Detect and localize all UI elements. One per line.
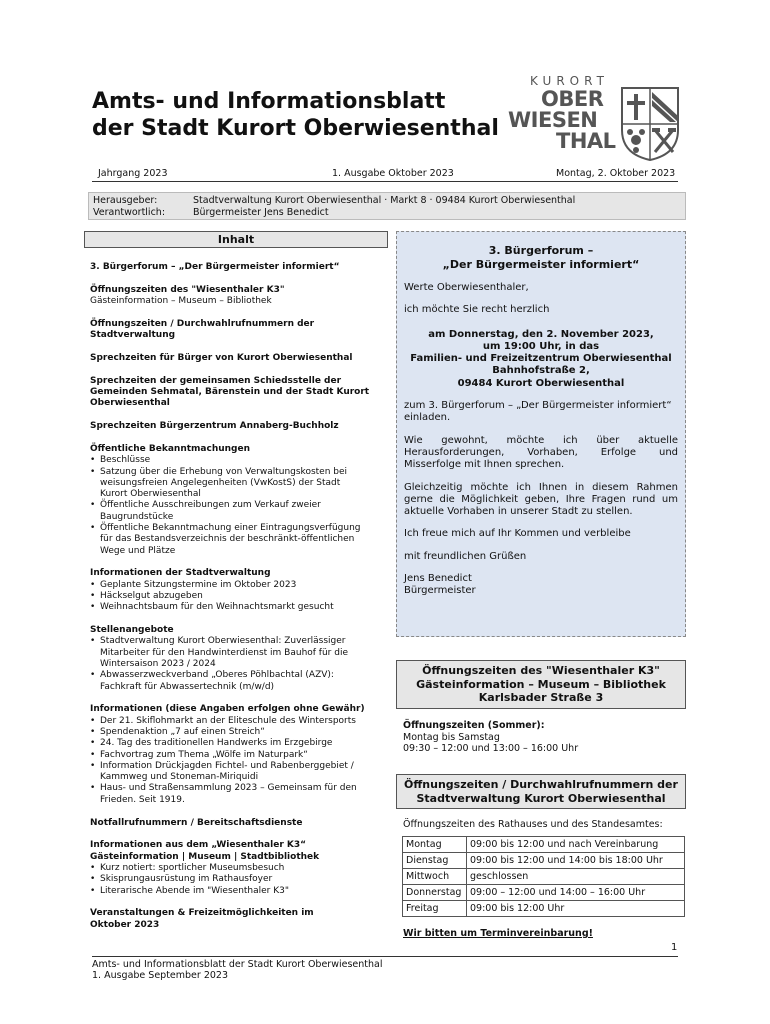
sv-heading-line: Stadtverwaltung Kurort Oberwiesenthal (416, 791, 666, 805)
toc-item[interactable]: 3. Bürgerforum – „Der Bürgermeister informiert“ (90, 262, 340, 272)
toc-item[interactable] (90, 908, 370, 931)
toc-item[interactable]: Informationen (diese Angaben erfolgen ohne Gewähr) (90, 704, 365, 715)
time-cell: geschlossen (467, 869, 685, 885)
title-line-2: der Stadt Kurort Oberwiesenthal (92, 116, 499, 141)
toc-item[interactable]: Öffnungszeiten des "Wiesenthaler K3" (90, 284, 285, 295)
logo-wiesen: WIESEN (508, 108, 598, 132)
k3-heading (396, 660, 686, 709)
list-item[interactable]: • Skisprungausrüstung im Rathausfoyer (90, 874, 370, 885)
day-cell: Mittwoch (403, 869, 467, 885)
day-cell: Montag (403, 837, 467, 853)
list-item[interactable]: • Weihnachtsbaum für den Weihnachtsmarkt gesucht (90, 602, 370, 613)
list-item[interactable]: • 24. Tag des traditionellen Handwerks im Erzgebirge (90, 738, 370, 749)
table-row (403, 837, 685, 853)
list-item[interactable]: • Stadtverwaltung Kurort Oberwiesenthal: Zuverlässiger Mitarbeiter für den Handwinterdienst im Bauhof für die Wintersaison 2023 / 2024 (90, 636, 370, 670)
logo-thal: THAL (556, 129, 616, 153)
toc-list (90, 716, 370, 806)
jahrgang: Jahrgang 2023 (98, 168, 168, 179)
time-cell: 09:00 – 12:00 und 14:00 – 16:00 Uhr (467, 885, 685, 901)
publisher-info (88, 192, 686, 220)
forum-to-forum: zum 3. Bürgerforum – „Der Bürgermeister informiert“ einladen. (404, 400, 672, 424)
table-row (403, 885, 685, 901)
forum-invite: ich möchte Sie recht herzlich (404, 304, 550, 316)
page-footer (92, 956, 678, 981)
list-item[interactable]: • Fachvortrag zum Thema „Wölfe im Naturpark“ (90, 750, 370, 761)
sv-intro: Öffnungszeiten des Rathauses und des Standesamtes: (403, 819, 663, 830)
event-line: 09484 Kurort Oberwiesenthal (457, 377, 625, 389)
issue-date: Montag, 2. Oktober 2023 (556, 168, 676, 179)
forum-heading-line: „Der Bürgermeister informiert“ (442, 258, 640, 271)
list-item[interactable]: • Kurz notiert: sportlicher Museumsbesuch (90, 863, 370, 874)
ausgabe: 1. Ausgabe Oktober 2023 (332, 168, 454, 179)
toc-line: Oberwiesenthal (90, 398, 170, 409)
forum-signature (404, 573, 678, 598)
title-line-1: Amts- und Informationsblatt (92, 89, 446, 114)
sv-heading-line: Öffnungszeiten / Durchwahlrufnummern der (404, 778, 678, 791)
toc-line: Informationen aus dem „Wiesenthaler K3“ (90, 840, 307, 851)
k3-days: Montag bis Samstag (403, 731, 500, 743)
forum-event-details (404, 329, 678, 390)
event-line: am Donnerstag, den 2. November 2023, (428, 328, 654, 340)
toc-item[interactable] (90, 840, 370, 863)
footer-line: Amts- und Informationsblatt der Stadt Kurort Oberwiesenthal (92, 959, 383, 970)
time-cell: 09:00 bis 12:00 Uhr (467, 901, 685, 917)
day-cell: Dienstag (403, 853, 467, 869)
toc-item[interactable]: Stellenangebote (90, 625, 174, 636)
event-line: Familien- und Freizeitzentrum Oberwiesenthal (410, 353, 672, 365)
toc-list (90, 636, 370, 692)
toc-list (90, 455, 370, 557)
day-cell: Freitag (403, 901, 467, 917)
toc-item[interactable]: Sprechzeiten für Bürger von Kurort Oberwiesenthal (90, 352, 353, 363)
coat-of-arms-icon (620, 86, 680, 162)
event-line: Bahnhofstraße 2, (492, 365, 590, 377)
verantwortlich-label: Verantwortlich: (93, 206, 166, 218)
town-logo (508, 74, 680, 164)
toc-list (90, 863, 370, 897)
forum-heading-line: 3. Bürgerforum – (488, 244, 594, 257)
list-item[interactable]: • Beschlüsse (90, 455, 370, 466)
herausgeber-label: Herausgeber: (93, 195, 158, 206)
herausgeber-value: Stadtverwaltung Kurort Oberwiesenthal · Markt 8 · 09484 Kurort Oberwiesenthal (193, 195, 576, 206)
toc-line: Veranstaltungen & Freizeitmöglichkeiten im (90, 908, 314, 919)
list-item[interactable]: • Öffentliche Ausschreibungen zum Verkauf zweier Baugrundstücke (90, 500, 370, 523)
forum-paragraph: Gleichzeitig möchte ich Ihnen in diesem Rahmen gerne die Möglichkeit geben, Ihre Fragen rund um aktuelle Vorhaben in unserer Stadt zu stellen. (404, 481, 678, 518)
list-item[interactable]: • Geplante Sitzungstermine im Oktober 2023 (90, 580, 370, 591)
k3-heading-line: Gästeinformation – Museum – Bibliothek (416, 677, 666, 691)
list-item[interactable]: • Öffentliche Bekanntmachung einer Eintragungsverfügung für das Bestandsverzeichnis der beschränkt-öffentlichen Wege und Plätze (90, 523, 370, 557)
day-cell: Donnerstag (403, 885, 467, 901)
verantwortlich-value: Bürgermeister Jens Benedict (193, 206, 329, 218)
forum-closing: mit freundlichen Grüßen (404, 550, 527, 562)
k3-times: 09:30 – 12:00 und 13:00 – 16:00 Uhr (403, 743, 579, 754)
list-item[interactable]: • Häckselgut abzugeben (90, 591, 370, 602)
table-row (403, 853, 685, 869)
toc-item[interactable]: Sprechzeiten Bürgerzentrum Annaberg-Buchholz (90, 421, 339, 432)
table-row (403, 869, 685, 885)
toc-heading: Inhalt (84, 231, 388, 248)
toc-line: Stadtverwaltung (90, 330, 176, 341)
footer-line: 1. Ausgabe September 2023 (92, 970, 229, 981)
time-cell: 09:00 bis 12:00 und 14:00 bis 18:00 Uhr (467, 853, 685, 869)
toc-list (90, 580, 370, 614)
toc-subitem: Gästeinformation – Museum – Bibliothek (90, 296, 272, 307)
newsletter-title (92, 88, 499, 142)
table-of-contents (90, 262, 370, 931)
toc-line: Gästeinformation | Museum | Stadtbibliothek (90, 851, 320, 862)
opening-hours-table (402, 836, 685, 917)
list-item[interactable]: • Literarische Abende im "Wiesenthaler K3" (90, 886, 370, 897)
page-number: 1 (671, 942, 678, 953)
toc-item[interactable]: Öffentliche Bekanntmachungen (90, 443, 251, 454)
signer-role: Bürgermeister (404, 585, 476, 597)
k3-hours-label: Öffnungszeiten (Sommer): (403, 720, 545, 731)
toc-line: Öffnungszeiten / Durchwahlrufnummern der (90, 318, 315, 329)
table-row (403, 901, 685, 917)
event-line: um 19:00 Uhr, in das (482, 340, 600, 352)
list-item[interactable]: • Haus- und Straßensammlung 2023 – Gemeinsam für den Frieden. Seit 1919. (90, 783, 370, 806)
toc-item[interactable]: Notfallrufnummern / Bereitschaftsdienste (90, 817, 303, 828)
forum-paragraph: Wie gewohnt, möchte ich über aktuelle Herausforderungen, Vorhaben, Erfolge und Misserfolge mit Ihnen sprechen. (404, 434, 678, 471)
forum-paragraph: Ich freue mich auf Ihr Kommen und verbleibe (404, 528, 631, 540)
appointment-note: Wir bitten um Terminvereinbarung! (403, 928, 593, 939)
list-item[interactable]: • Abwasserzweckverband „Oberes Pöhlbachtal (AZV): Fachkraft für Abwassertechnik (m/w/d) (90, 670, 370, 693)
forum-heading (404, 244, 678, 272)
k3-hours (403, 720, 578, 755)
stadtverwaltung-heading (396, 774, 686, 809)
list-item[interactable]: • Der 21. Skiflohmarkt an der Eliteschule des Wintersports (90, 716, 370, 727)
list-item[interactable]: • Spendenaktion „7 auf einen Streich“ (90, 727, 370, 738)
toc-item[interactable] (90, 319, 370, 342)
logo-kurort: KURORT (530, 74, 609, 88)
k3-heading-line: Öffnungszeiten des "Wiesenthaler K3" (422, 664, 660, 677)
list-item[interactable]: • Information Drückjagden Fichtel- und Rabenberggebiet / Kammweg und Stoneman-Miriquidi (90, 761, 370, 784)
forum-greeting: Werte Oberwiesenthaler, (404, 282, 529, 293)
buergerforum-box (396, 231, 686, 637)
signer-name: Jens Benedict (404, 573, 472, 585)
k3-heading-line: Karlsbader Straße 3 (478, 691, 604, 704)
toc-item[interactable] (90, 376, 370, 410)
time-cell: 09:00 bis 12:00 und nach Vereinbarung (467, 837, 685, 853)
logo-ober: OBER (541, 87, 604, 111)
toc-item[interactable]: Informationen der Stadtverwaltung (90, 568, 271, 579)
issue-bar (92, 168, 678, 182)
toc-line: Sprechzeiten der gemeinsamen Schiedsstelle der (90, 375, 342, 386)
list-item[interactable]: • Satzung über die Erhebung von Verwaltungskosten bei weisungsfreien Angelegenheiten (VwKostS) der Stadt Kurort Oberwiesenthal (90, 467, 370, 501)
toc-line: Gemeinden Sehmatal, Bärenstein und der Stadt Kurort (90, 387, 370, 398)
toc-line: Oktober 2023 (90, 919, 160, 930)
